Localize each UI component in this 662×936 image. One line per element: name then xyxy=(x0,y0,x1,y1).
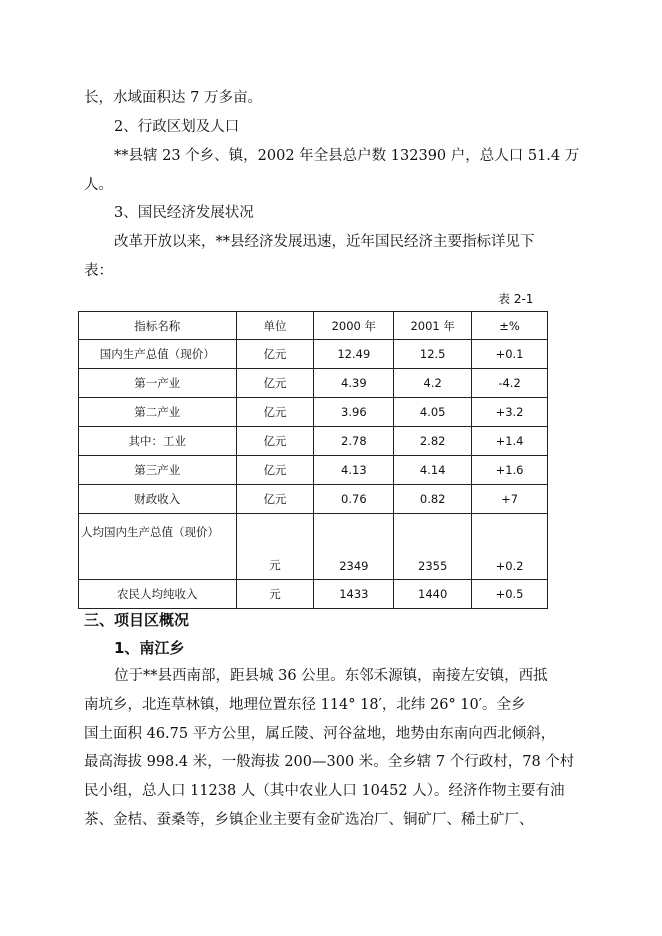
cell-indicator: 农民人均纯收入 xyxy=(79,580,237,609)
cell-indicator: 其中：工业 xyxy=(79,427,237,456)
cell-indicator: 第一产业 xyxy=(79,369,237,398)
nanjiang-paragraph-line3: 国土面积 46.75 平方公里，属丘陵、河谷盆地，地势由东南向西北倾斜， xyxy=(84,726,556,742)
nanjiang-paragraph-line2: 南坑乡，北连草林镇，地理位置东径 114° 18′，北纬 26° 10′。全乡 xyxy=(84,697,526,713)
cell-unit: 元 xyxy=(236,514,314,580)
cell-2000: 12.49 xyxy=(314,340,394,369)
section-subheading: 1、南江乡 xyxy=(114,639,185,657)
paragraph-economy-line2: 表： xyxy=(84,263,113,279)
table-caption: 表 2-1 xyxy=(498,292,534,306)
table-row xyxy=(79,427,548,456)
cell-2001: 4.05 xyxy=(394,398,472,427)
cell-2001: 2.82 xyxy=(394,427,472,456)
cell-2000: 0.76 xyxy=(314,485,394,514)
cell-change: +0.1 xyxy=(472,340,548,369)
table-row xyxy=(79,398,548,427)
cell-indicator: 第二产业 xyxy=(79,398,237,427)
section-heading: 三、项目区概况 xyxy=(84,611,190,629)
cell-2000: 4.39 xyxy=(314,369,394,398)
table-row xyxy=(79,340,548,369)
cell-unit: 亿元 xyxy=(236,398,314,427)
cell-unit: 亿元 xyxy=(236,427,314,456)
header-unit: 单位 xyxy=(236,312,314,340)
cell-2000: 2.78 xyxy=(314,427,394,456)
cell-change: -4.2 xyxy=(472,369,548,398)
cell-indicator: 人均国内生产总值（现价） xyxy=(79,514,237,580)
cell-change: +1.4 xyxy=(472,427,548,456)
cell-unit: 亿元 xyxy=(236,340,314,369)
cell-change: +0.2 xyxy=(472,514,548,580)
cell-indicator: 财政收入 xyxy=(79,485,237,514)
cell-2001: 2355 xyxy=(394,514,472,580)
cell-change: +3.2 xyxy=(472,398,548,427)
cell-indicator: 第三产业 xyxy=(79,456,237,485)
header-indicator: 指标名称 xyxy=(79,312,237,340)
subheading-economy: 3、国民经济发展状况 xyxy=(114,205,254,221)
cell-2001: 4.2 xyxy=(394,369,472,398)
cell-change: +7 xyxy=(472,485,548,514)
cell-2001: 4.14 xyxy=(394,456,472,485)
cell-2001: 12.5 xyxy=(394,340,472,369)
paragraph-population-line1: **县辖 23 个乡、镇，2002 年全县总户数 132390 户，总人口 51.4 万 xyxy=(114,148,580,164)
paragraph-population-line2: 人。 xyxy=(84,177,113,193)
cell-2001: 1440 xyxy=(394,580,472,609)
table-row xyxy=(79,485,548,514)
table-header-row xyxy=(79,312,548,340)
nanjiang-paragraph-line6: 茶、金桔、蚕桑等，乡镇企业主要有金矿选冶厂、铜矿厂、稀土矿厂、 xyxy=(84,812,534,828)
subheading-admin-population: 2、行政区划及人口 xyxy=(114,119,240,135)
header-change: ±% xyxy=(472,312,548,340)
table-row xyxy=(79,580,548,609)
cell-indicator: 国内生产总值（现价） xyxy=(79,340,237,369)
cell-2000: 4.13 xyxy=(314,456,394,485)
cell-2001: 0.82 xyxy=(394,485,472,514)
cell-unit: 亿元 xyxy=(236,369,314,398)
cell-2000: 2349 xyxy=(314,514,394,580)
cell-unit: 元 xyxy=(236,580,314,609)
paragraph-water-area: 长，水域面积达 7 万多亩。 xyxy=(84,90,262,106)
table-row xyxy=(79,456,548,485)
header-2000: 2000 年 xyxy=(314,312,394,340)
nanjiang-paragraph-line4: 最高海拔 998.4 米，一般海拔 200—300 米。全乡辖 7 个行政村，78 个村 xyxy=(84,754,575,770)
cell-change: +1.6 xyxy=(472,456,548,485)
cell-unit: 亿元 xyxy=(236,485,314,514)
header-2001: 2001 年 xyxy=(394,312,472,340)
cell-unit: 亿元 xyxy=(236,456,314,485)
table-row xyxy=(79,514,548,580)
table-row xyxy=(79,369,548,398)
economy-indicators-table xyxy=(78,311,548,609)
cell-2000: 1433 xyxy=(314,580,394,609)
nanjiang-paragraph-line1: 位于**县西南部，距县城 36 公里。东邻禾源镇，南接左安镇，西抵 xyxy=(114,668,548,684)
nanjiang-paragraph-line5: 民小组，总人口 11238 人（其中农业人口 10452 人）。经济作物主要有油 xyxy=(84,783,565,799)
paragraph-economy-line1: 改革开放以来，**县经济发展迅速，近年国民经济主要指标详见下 xyxy=(114,234,535,250)
cell-2000: 3.96 xyxy=(314,398,394,427)
cell-change: +0.5 xyxy=(472,580,548,609)
